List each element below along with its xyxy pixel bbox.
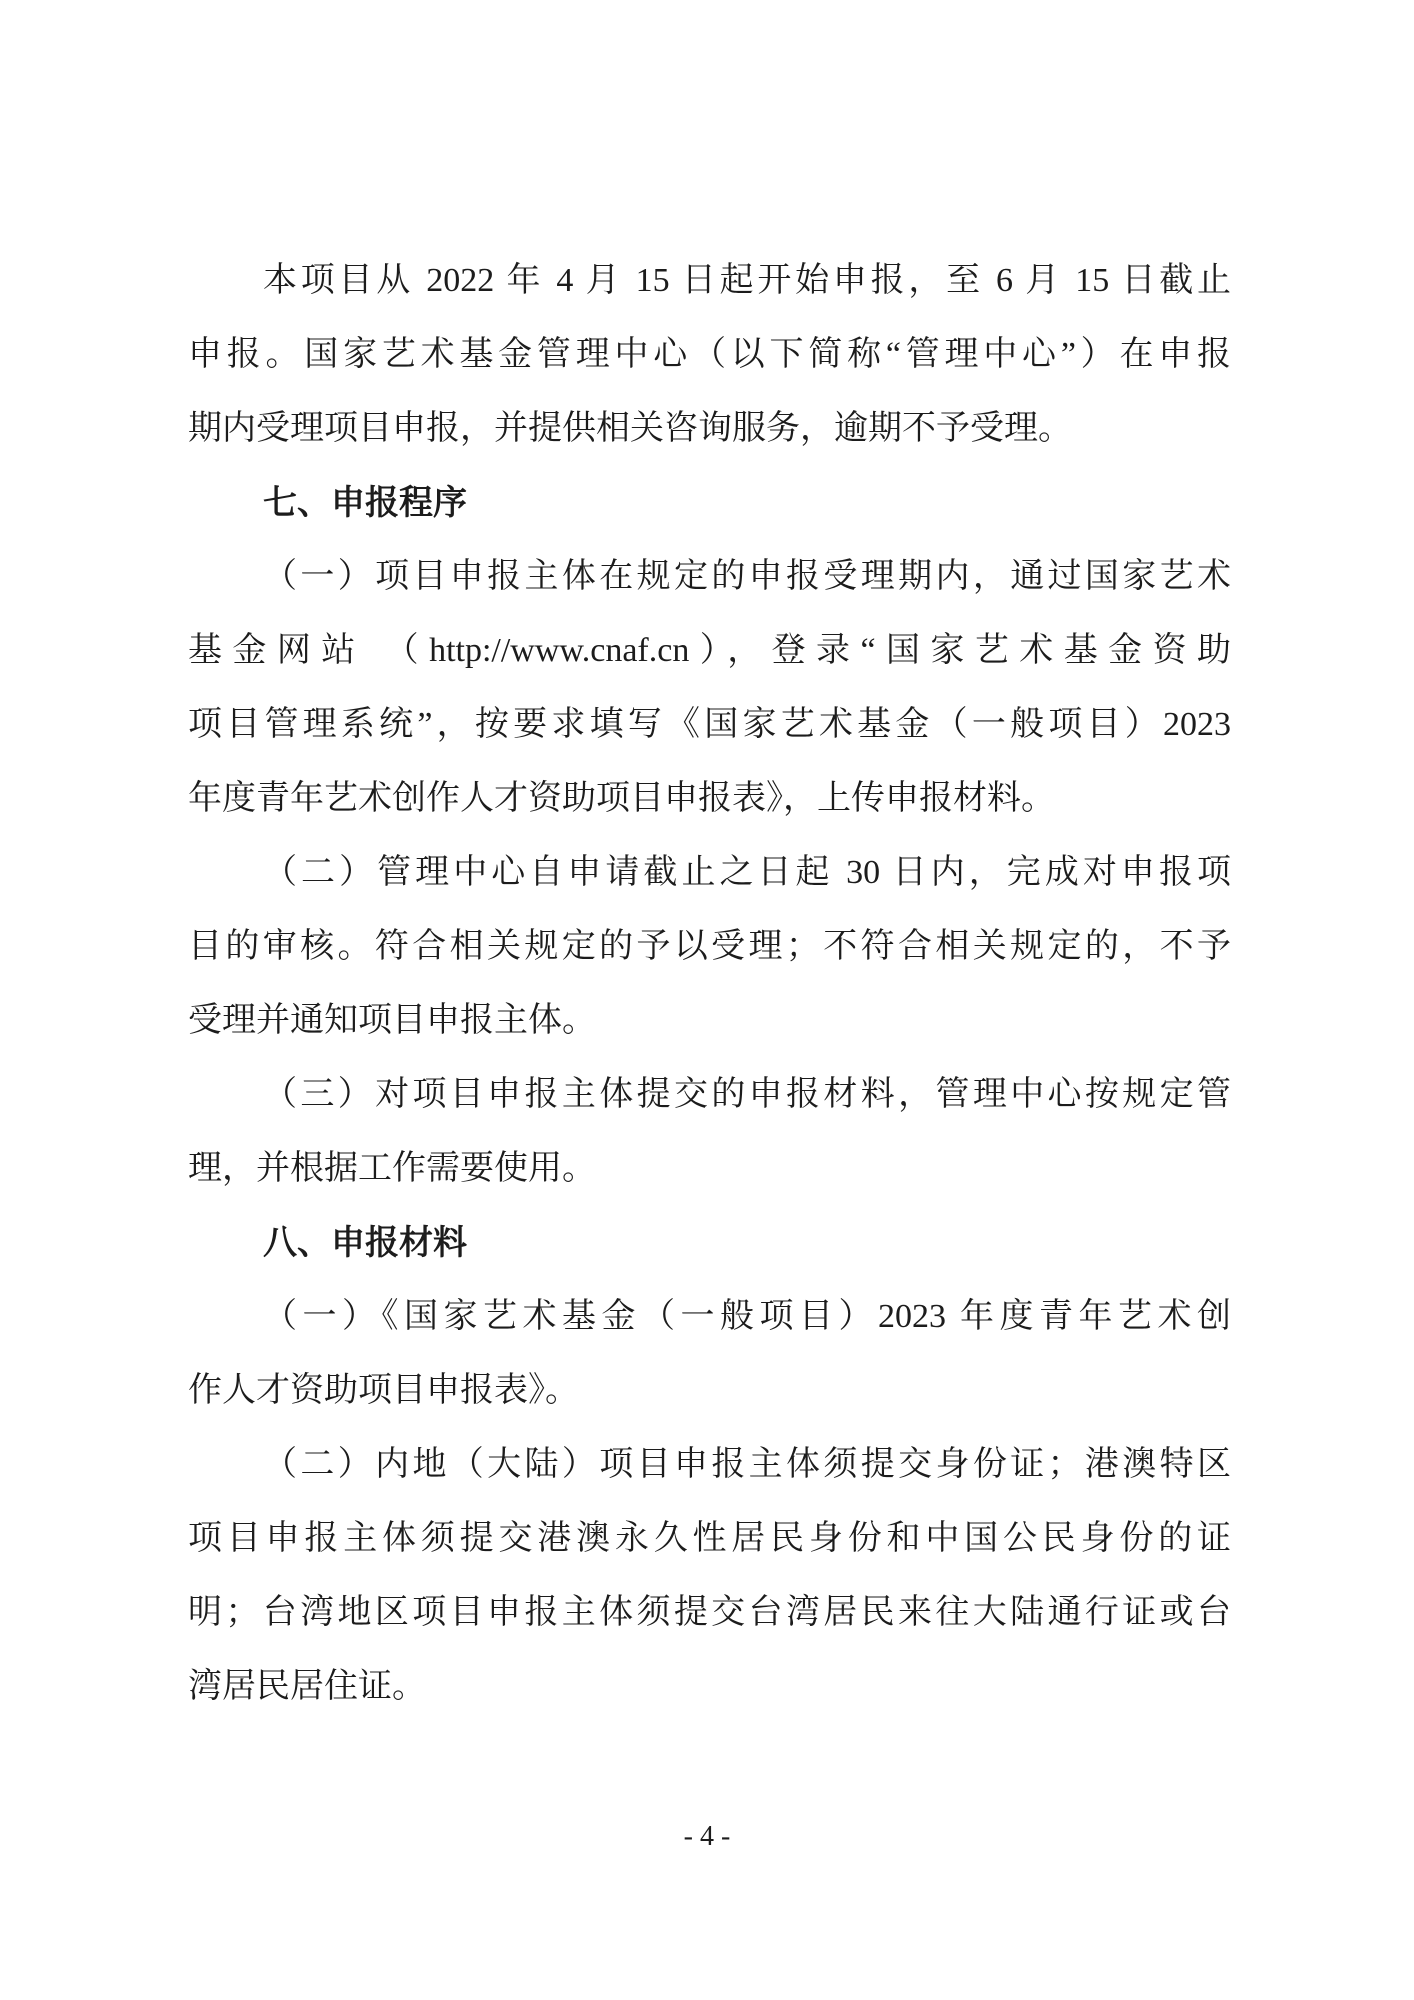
intro-line: 申报。国家艺术基金管理中心（以下简称“管理中心”）在申报 — [188, 336, 1231, 373]
section-7-item-2-line: 受理并通知项目申报主体。 — [188, 1002, 596, 1039]
section-8-item-2-line: 项目申报主体须提交港澳永久性居民身份和中国公民身份的证 — [188, 1520, 1231, 1557]
page-number: - 4 - — [683, 1821, 731, 1852]
section-7-item-1-line: 年度青年艺术创作人才资助项目申报表》，上传申报材料。 — [188, 780, 1055, 817]
section-7-item-3-line: （三）对项目申报主体提交的申报材料，管理中心按规定管 — [263, 1076, 1231, 1113]
section-7-item-2-line: （二）管理中心自申请截止之日起 30 日内，完成对申报项 — [263, 854, 1231, 891]
intro-line: 本项目从 2022 年 4 月 15 日起开始申报，至 6 月 15 日截止 — [263, 262, 1231, 299]
section-8-item-2-line: （二）内地（大陆）项目申报主体须提交身份证；港澳特区 — [263, 1446, 1231, 1483]
section-8-heading: 八、申报材料 — [263, 1224, 467, 1262]
section-8-item-2-line: 湾居民居住证。 — [188, 1668, 426, 1705]
section-7-item-1-line: （一）项目申报主体在规定的申报受理期内，通过国家艺术 — [263, 558, 1231, 595]
section-7-item-1-line: 基金网站 （http://www.cnaf.cn），登录“国家艺术基金资助 — [188, 632, 1231, 669]
section-7-item-1-line: 项目管理系统”，按要求填写《国家艺术基金（一般项目）2023 — [188, 706, 1231, 743]
section-8-item-2-line: 明；台湾地区项目申报主体须提交台湾居民来往大陆通行证或台 — [188, 1594, 1231, 1631]
intro-line: 期内受理项目申报，并提供相关咨询服务，逾期不予受理。 — [188, 410, 1072, 447]
section-7-item-2-line: 目的审核。符合相关规定的予以受理；不符合相关规定的，不予 — [188, 928, 1231, 965]
document-body — [188, 244, 1231, 1724]
section-7-item-3-line: 理，并根据工作需要使用。 — [188, 1150, 596, 1187]
section-8-item-1-line: （一）《国家艺术基金（一般项目）2023 年度青年艺术创 — [263, 1298, 1231, 1335]
section-7-heading: 七、申报程序 — [263, 484, 467, 522]
section-8-item-1-line: 作人才资助项目申报表》。 — [188, 1372, 579, 1409]
